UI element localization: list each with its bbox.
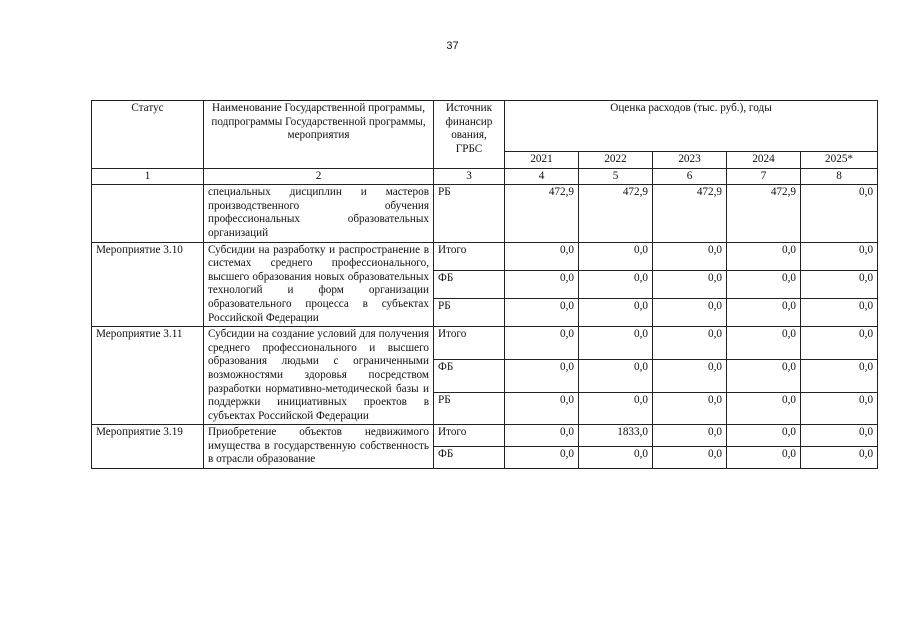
value-cell: 0,0 — [505, 327, 579, 360]
column-index: 7 — [727, 168, 801, 185]
column-index: 3 — [434, 168, 505, 185]
value-cell: 0,0 — [505, 359, 579, 392]
value-cell: 0,0 — [801, 242, 878, 270]
value-cell: 0,0 — [727, 392, 801, 425]
status-cell: Мероприятие 3.10 — [92, 242, 204, 327]
value-cell: 0,0 — [579, 327, 653, 360]
source-cell: РБ — [434, 298, 505, 326]
header-year: 2022 — [579, 152, 653, 169]
value-cell: 0,0 — [801, 447, 878, 469]
value-cell: 0,0 — [579, 242, 653, 270]
value-cell: 0,0 — [727, 242, 801, 270]
header-status: Статус — [92, 101, 204, 169]
column-index: 8 — [801, 168, 878, 185]
value-cell: 0,0 — [801, 359, 878, 392]
value-cell: 0,0 — [801, 425, 878, 447]
value-cell: 0,0 — [505, 242, 579, 270]
column-index: 1 — [92, 168, 204, 185]
table-row — [92, 185, 878, 242]
source-cell: РБ — [434, 392, 505, 425]
source-cell: Итого — [434, 327, 505, 360]
header-year: 2023 — [653, 152, 727, 169]
value-cell: 0,0 — [653, 327, 727, 360]
value-cell: 472,9 — [727, 185, 801, 242]
value-cell: 0,0 — [801, 270, 878, 298]
header-year: 2021 — [505, 152, 579, 169]
value-cell: 0,0 — [653, 359, 727, 392]
description-cell: Приобретение объектов недвижимого имущества в государственную собственность в отрасли образование — [204, 425, 434, 469]
value-cell: 0,0 — [653, 298, 727, 326]
value-cell: 0,0 — [505, 425, 579, 447]
value-cell: 0,0 — [653, 242, 727, 270]
status-cell — [92, 185, 204, 242]
source-cell: Итого — [434, 242, 505, 270]
header-estimate: Оценка расходов (тыс. руб.), годы — [505, 101, 878, 152]
value-cell: 0,0 — [801, 327, 878, 360]
table-row — [92, 242, 878, 270]
value-cell: 472,9 — [579, 185, 653, 242]
value-cell: 0,0 — [801, 298, 878, 326]
column-index: 6 — [653, 168, 727, 185]
value-cell: 0,0 — [579, 392, 653, 425]
value-cell: 0,0 — [579, 270, 653, 298]
description-cell: Субсидии на разработку и распространение в системах среднего профессионального, высшего образования новых образовательных технологий и форм организации образовательного процесса в субъектах Российской Федерации — [204, 242, 434, 327]
value-cell: 0,0 — [505, 298, 579, 326]
value-cell: 0,0 — [505, 270, 579, 298]
value-cell: 0,0 — [653, 447, 727, 469]
value-cell: 0,0 — [653, 425, 727, 447]
value-cell: 0,0 — [727, 327, 801, 360]
status-cell: Мероприятие 3.11 — [92, 327, 204, 425]
column-index: 5 — [579, 168, 653, 185]
value-cell: 0,0 — [579, 298, 653, 326]
value-cell: 0,0 — [727, 447, 801, 469]
table-row — [92, 327, 878, 360]
source-cell: ФБ — [434, 447, 505, 469]
description-cell: специальных дисциплин и мастеров производственного обучения профессиональных образовательных организаций — [204, 185, 434, 242]
header-name: Наименование Государственной программы, подпрограммы Государственной программы, мероприятия — [204, 101, 434, 169]
header-year: 2025* — [801, 152, 878, 169]
value-cell: 0,0 — [801, 392, 878, 425]
table-row — [92, 425, 878, 447]
value-cell: 0,0 — [727, 425, 801, 447]
value-cell: 0,0 — [727, 298, 801, 326]
description-cell: Субсидии на создание условий для получения среднего профессионального и высшего образования людьми с ограниченными возможностями здоровья посредством разработки нормативно-методической базы и поддержки инициативных проектов в субъектах Российской Федерации — [204, 327, 434, 425]
value-cell: 0,0 — [653, 270, 727, 298]
value-cell: 0,0 — [801, 185, 878, 242]
budget-table — [91, 100, 878, 469]
header-year: 2024 — [727, 152, 801, 169]
column-index: 2 — [204, 168, 434, 185]
source-cell: ФБ — [434, 270, 505, 298]
value-cell: 0,0 — [579, 447, 653, 469]
source-cell: РБ — [434, 185, 505, 242]
value-cell: 0,0 — [727, 359, 801, 392]
value-cell: 1833,0 — [579, 425, 653, 447]
source-cell: ФБ — [434, 359, 505, 392]
value-cell: 0,0 — [579, 359, 653, 392]
source-cell: Итого — [434, 425, 505, 447]
value-cell: 472,9 — [505, 185, 579, 242]
page-number: 37 — [446, 40, 459, 52]
status-cell: Мероприятие 3.19 — [92, 425, 204, 469]
value-cell: 0,0 — [727, 270, 801, 298]
value-cell: 0,0 — [505, 447, 579, 469]
value-cell: 472,9 — [653, 185, 727, 242]
value-cell: 0,0 — [505, 392, 579, 425]
value-cell: 0,0 — [653, 392, 727, 425]
header-source: Источник финансир ования, ГРБС — [434, 101, 505, 169]
column-index: 4 — [505, 168, 579, 185]
